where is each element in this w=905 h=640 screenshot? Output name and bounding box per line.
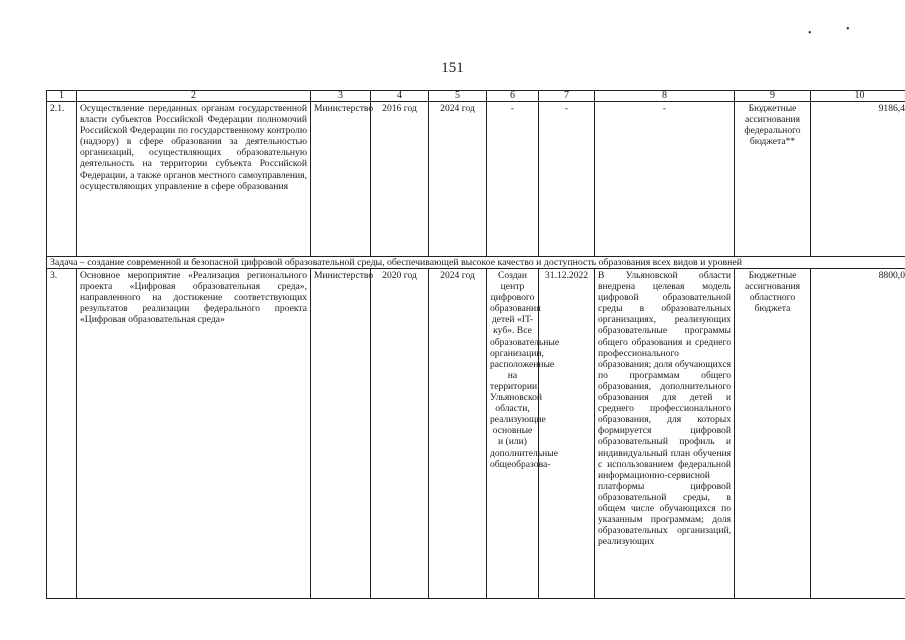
- start-year: 2020 год: [371, 269, 429, 599]
- column-number: 10: [811, 91, 905, 102]
- indicator-cell: -: [595, 102, 735, 257]
- deadline-cell: 31.12.2022: [539, 269, 595, 599]
- start-year: 2016 год: [371, 102, 429, 257]
- funding-source: Бюджетные ассигнования федерального бюджета**: [735, 102, 811, 257]
- program-table: [46, 90, 905, 599]
- funding-amount: 8800,0: [811, 269, 905, 599]
- table-row: [47, 269, 905, 599]
- funding-amount: 9186,4: [811, 102, 905, 257]
- executor: Министерство: [311, 102, 371, 257]
- indicator-cell: В Ульяновской области внедрена целевая модель цифровой образовательной среды в образовательных организациях, реализующих образовательные программы общего образования и среднего профессионального образования; доля обучающихся по программам общего образования, дополнительного образования для детей и среднего профессионального образования, для которых формируется цифровой образовательный профиль и индивидуальный план обучения с использованием федеральной информационно-сервисной платформы цифровой образовательной среды, в общем числе обучающихся по указанным программам; доля образовательных организаций, реализующих: [595, 269, 735, 599]
- table-row: [47, 102, 905, 257]
- row-number: 2.1.: [47, 102, 77, 257]
- scan-speck: •: [808, 28, 812, 39]
- column-number: 3: [311, 91, 371, 102]
- column-numbers-row: [47, 91, 905, 102]
- result-cell: -: [487, 102, 539, 257]
- row-number: 3.: [47, 269, 77, 599]
- column-number: 1: [47, 91, 77, 102]
- column-number: 2: [77, 91, 311, 102]
- end-year: 2024 год: [429, 102, 487, 257]
- measure-description: Основное мероприятие «Реализация регионального проекта «Цифровая образовательная среда», направленного на достижение соответствующих результатов реализации федерального проекта «Цифровая образовательная среда»: [77, 269, 311, 599]
- column-number: 5: [429, 91, 487, 102]
- column-number: 6: [487, 91, 539, 102]
- column-number: 8: [595, 91, 735, 102]
- executor: Министерство: [311, 269, 371, 599]
- column-number: 9: [735, 91, 811, 102]
- column-number: 4: [371, 91, 429, 102]
- measure-description: Осуществление переданных органам государственной власти субъектов Российской Федерации полномочий Российской Федерации по государственному контролю (надзору) в сфере образования за деятельностью организаций, осуществляющих образовательную деятельность на территории субъекта Российской Федерации, а также органов местного самоуправления, осуществляющих управление в сфере образования: [77, 102, 311, 257]
- funding-source: Бюджетные ассигнования областного бюджета: [735, 269, 811, 599]
- scan-speck: •: [846, 24, 850, 35]
- result-cell: Создан центр цифрового образования детей «IT-куб». Все образовательные организации, расположенные на территории Ульяновской области, реализующие основные и (или) дополнительные общеобразова-: [487, 269, 539, 599]
- task-text: Задача – создание современной и безопасной цифровой образовательной среды, обеспечивающей высокое качество и доступность образования всех видов и уровней: [47, 257, 905, 269]
- column-number: 7: [539, 91, 595, 102]
- task-row: [47, 257, 905, 269]
- deadline-cell: -: [539, 102, 595, 257]
- end-year: 2024 год: [429, 269, 487, 599]
- page-number: 151: [441, 60, 464, 76]
